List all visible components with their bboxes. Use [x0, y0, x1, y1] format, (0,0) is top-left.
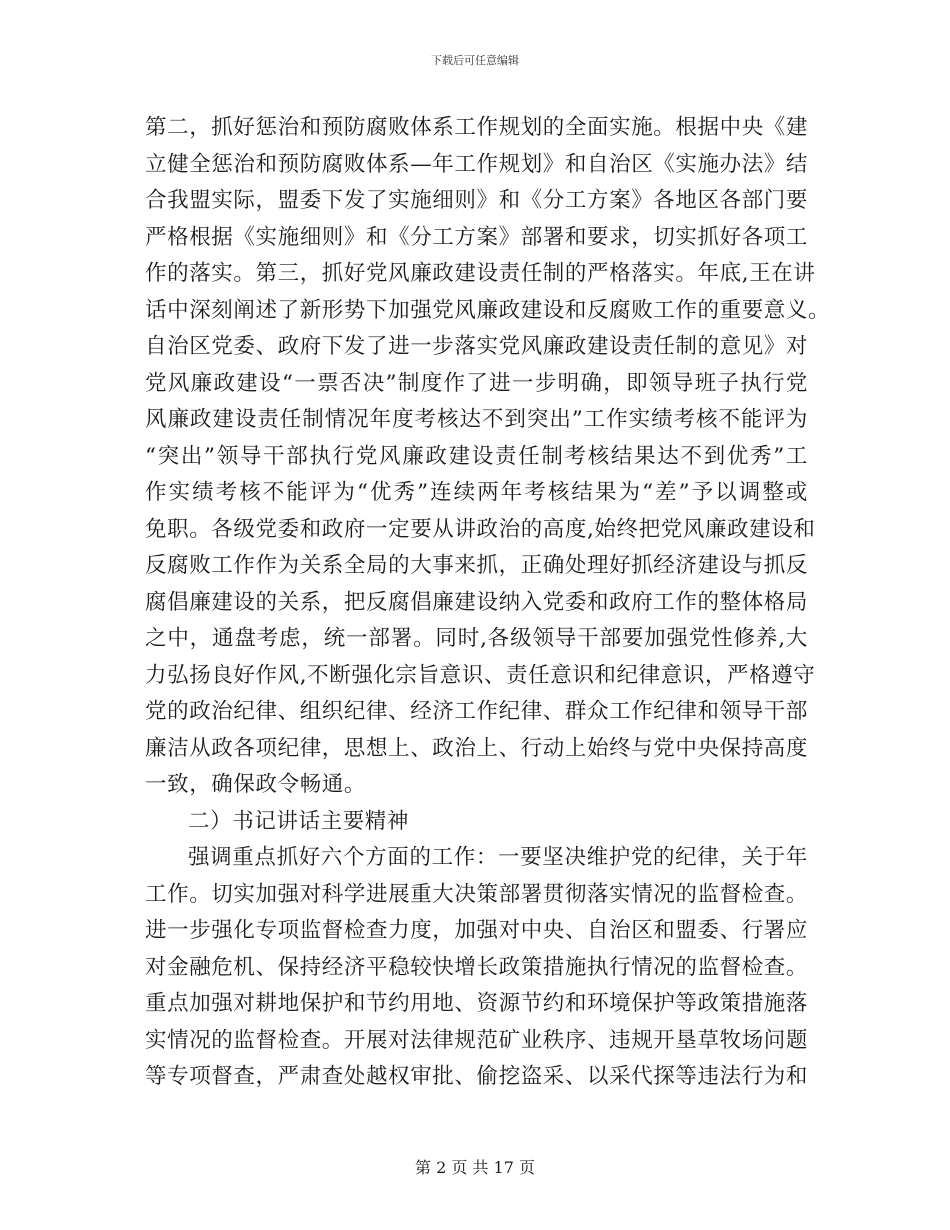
body-line: 强调重点抓好六个方面的工作：一要坚决维护党的纪律，关于年 [188, 845, 808, 870]
body-line: 免职。各级党委和政府一定要从讲政治的高度,始终把党风廉政建设和 [145, 516, 816, 542]
page-number: 第 2 页 共 17 页 [415, 1158, 535, 1177]
body-line: 严格根据《实施细则》和《分工方案》部署和要求，切实抓好各项工 [145, 224, 809, 250]
body-line: 之中，通盘考虑，统一部署。同时,各级领导干部要加强党性修养,大 [145, 626, 808, 651]
body-line: 工作。切实加强对科学进展重大决策部署贯彻落实情况的监督检查。 [145, 881, 809, 907]
body-line: 作的落实。第三，抓好党风廉政建设责任制的严格落实。年底,王在讲 [145, 261, 816, 286]
section-heading: 二）书记讲话主要精神 [188, 808, 410, 834]
body-line: 反腐败工作作为关系全局的大事来抓，正确处理好抓经济建设与抓反 [145, 553, 809, 578]
body-line: 话中深刻阐述了新形势下加强党风廉政建设和反腐败工作的重要意义。 [145, 297, 831, 323]
body-line: 党风廉政建设“一票否决”制度作了进一步明确，即领导班子执行党 [145, 370, 808, 396]
page-header-note: 下载后可任意编辑 [431, 54, 519, 67]
body-line: 作实绩考核不能评为“优秀”连续两年考核结果为“差”予以调整或 [145, 480, 808, 505]
body-line: 廉洁从政各项纪律，思想上、政治上、行动上始终与党中央保持高度 [145, 735, 809, 761]
body-line: 力弘扬良好作风,不断强化宗旨意识、责任意识和纪律意识，严格遵守 [145, 662, 816, 688]
body-line: “突出”领导干部执行党风廉政建设责任制考核结果达不到优秀”工 [145, 443, 808, 469]
body-line: 对金融危机、保持经济平稳较快增长政策措施执行情况的监督检查。 [145, 954, 809, 980]
body-line: 一致，确保政令畅通。 [145, 772, 367, 797]
body-line: 自治区党委、政府下发了进一步落实党风廉政建设责任制的意见》对 [145, 334, 809, 359]
body-line: 腐倡廉建设的关系，把反腐倡廉建设纳入党委和政府工作的整体格局 [145, 589, 809, 615]
body-line: 进一步强化专项监督检查力度，加强对中央、自治区和盟委、行署应 [145, 918, 809, 943]
body-line: 第二，抓好惩治和预防腐败体系工作规划的全面实施。根据中央《建 [145, 115, 809, 140]
body-line: 实情况的监督检查。开展对法律规范矿业秩序、违规开垦草牧场问题 [145, 1027, 809, 1053]
body-line: 重点加强对耕地保护和节约用地、资源节约和环境保护等政策措施落 [145, 991, 809, 1016]
body-line: 立健全惩治和预防腐败体系—年工作规划》和自治区《实施办法》结 [145, 151, 809, 177]
document-body [145, 110, 831, 1096]
body-line: 等专项督查，严肃查处越权审批、偷挖盗采、以采代探等违法行为和 [145, 1064, 809, 1089]
body-line: 合我盟实际，盟委下发了实施细则》和《分工方案》各地区各部门要 [145, 188, 809, 213]
body-line: 风廉政建设责任制情况年度考核达不到突出”工作实绩考核不能评为 [145, 407, 808, 432]
body-line: 党的政治纪律、组织纪律、经济工作纪律、群众工作纪律和领导干部 [145, 699, 809, 724]
